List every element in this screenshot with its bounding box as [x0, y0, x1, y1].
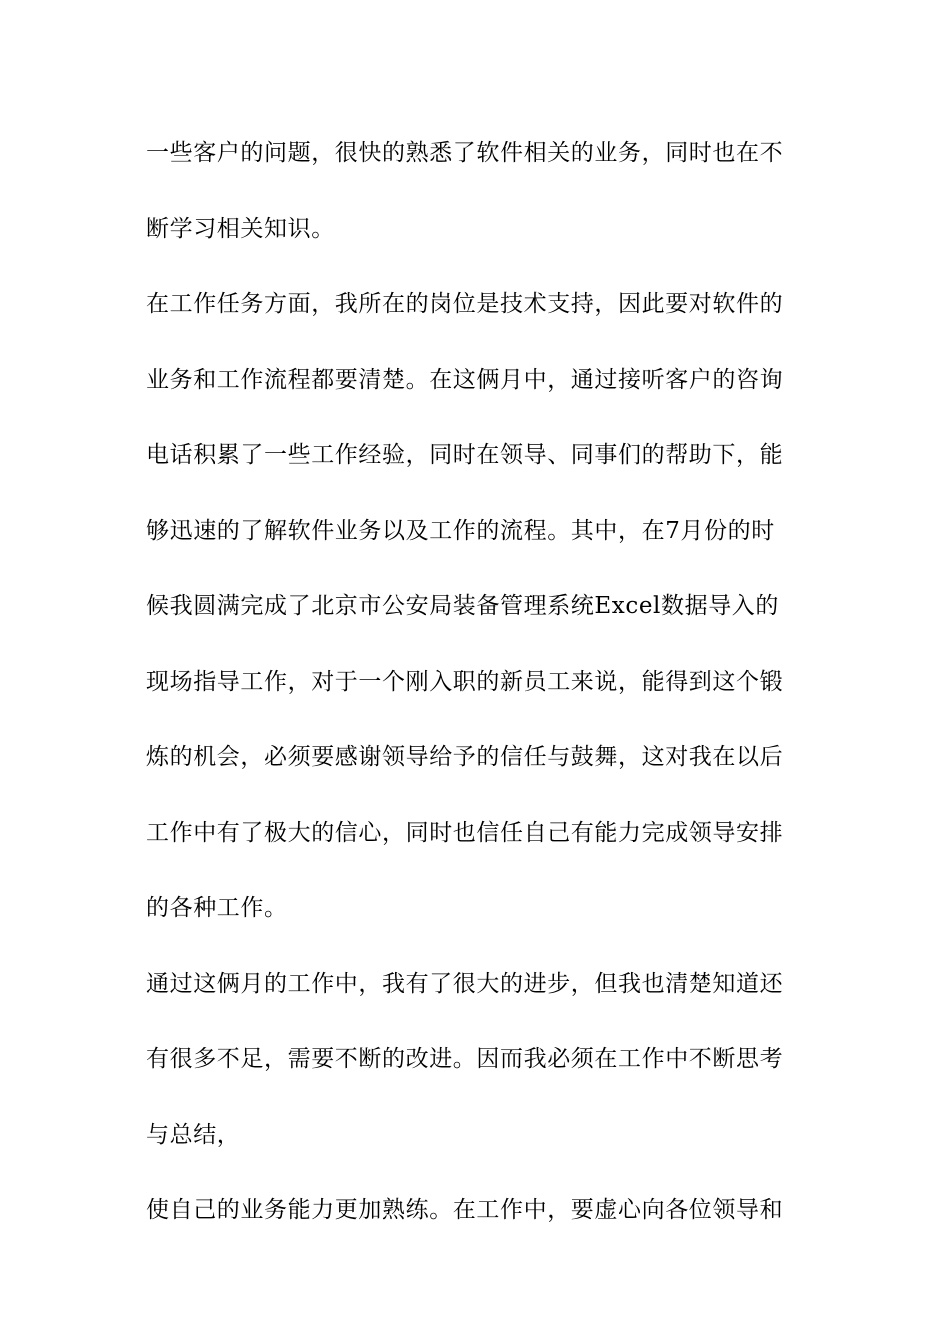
text-line: 炼的机会，必须要感谢领导给予的信任与鼓舞，这对我在以后	[146, 744, 784, 770]
text-line: 够迅速的了解软件业务以及工作的流程。其中，在7月份的时	[146, 517, 775, 544]
text-line: 断学习相关知识。	[146, 215, 335, 242]
text-line: 一些客户的问题，很快的熟悉了软件相关的业务，同时也在不	[146, 140, 784, 166]
text-line: 使自己的业务能力更加熟练。在工作中，要虚心向各位领导和	[146, 1197, 784, 1223]
text-line: 与总结，	[146, 1121, 241, 1148]
text-line: 通过这俩月的工作中，我有了很大的进步，但我也清楚知道还	[146, 970, 784, 997]
text-line: 在工作任务方面，我所在的岗位是技术支持，因此要对软件的	[146, 291, 784, 317]
text-line: 工作中有了极大的信心，同时也信任自己有能力完成领导安排	[146, 819, 784, 846]
text-line: 业务和工作流程都要清楚。在这俩月中，通过接听客户的咨询	[146, 366, 784, 393]
text-line: 候我圆满完成了北京市公安局装备管理系统Excel数据导入的	[146, 593, 780, 619]
text-line: 现场指导工作，对于一个刚入职的新员工来说，能得到这个锻	[146, 668, 784, 695]
text-line: 电话积累了一些工作经验，同时在领导、同事们的帮助下，能	[146, 442, 784, 468]
text-line: 有很多不足，需要不断的改进。因而我必须在工作中不断思考	[146, 1046, 784, 1072]
body-text	[146, 128, 806, 1261]
text-line: 的各种工作。	[146, 895, 288, 921]
